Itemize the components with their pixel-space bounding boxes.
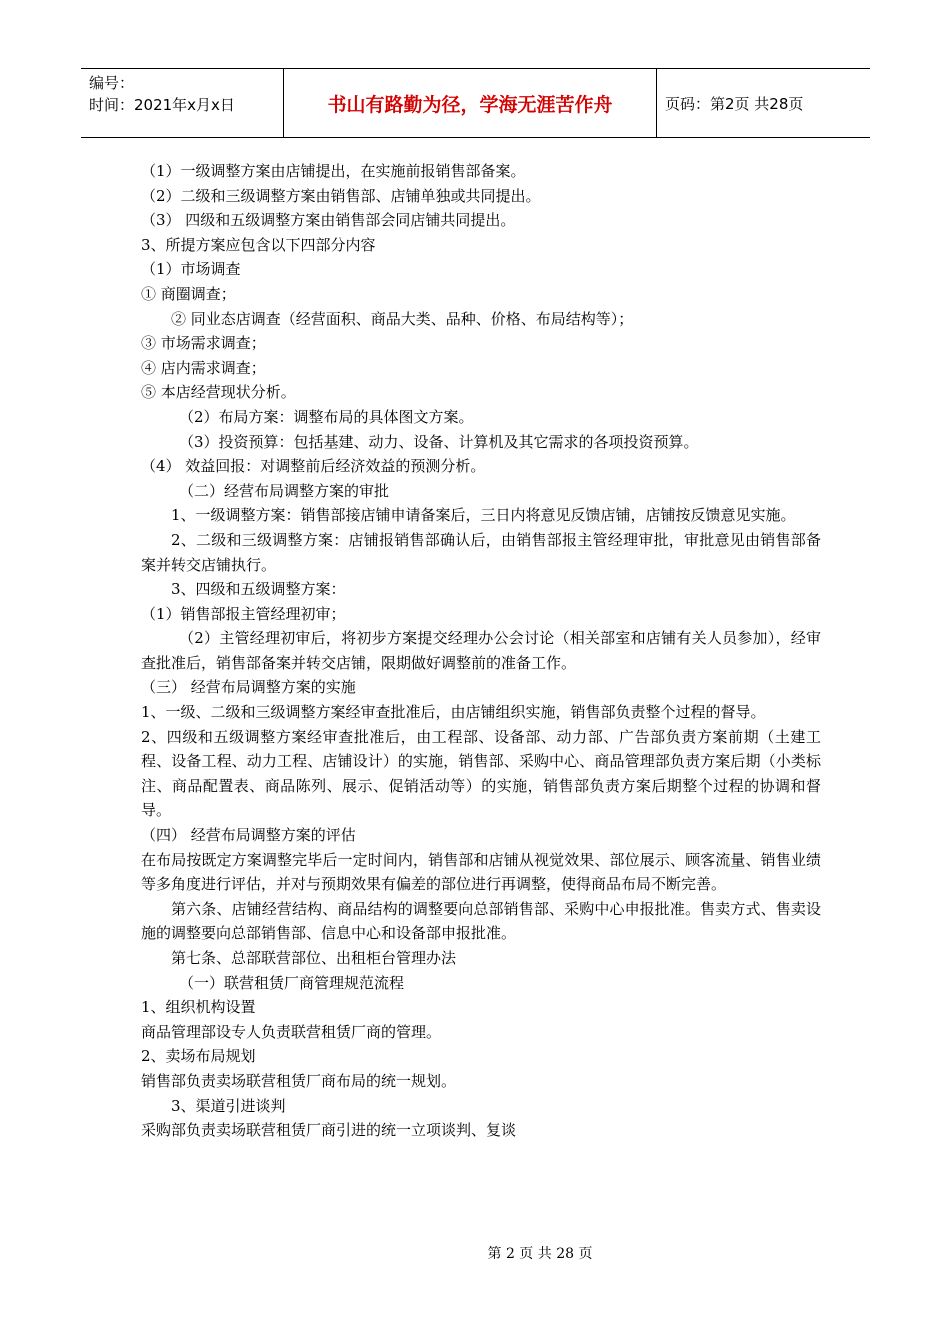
text-line: （3）投资预算：包括基建、动力、设备、计算机及其它需求的各项投资预算。 (179, 432, 699, 451)
text-line: 3、四级和五级调整方案： (171, 580, 346, 599)
text-line: （2）主管经理初审后，将初步方案提交经理办公会讨论（相关部室和店铺有关人员参加），经审查批准后，销售部备案并转交店铺，限期做好调整前的准备工作。 (141, 629, 821, 672)
text-line: （1）销售部报主管经理初审； (141, 604, 346, 623)
text-line: （四） 经营布局调整方案的评估 (141, 826, 356, 845)
text-line: 2、卖场布局规划 (141, 1047, 256, 1066)
text-line: ⑤ 本店经营现状分析。 (141, 383, 296, 402)
text-line: 在布局按既定方案调整完毕后一定时间内，销售部和店铺从视觉效果、部位展示、顾客流量、销售业绩等多角度进行评估，并对与预期效果有偏差的部位进行再调整，使得商品布局不断完善。 (141, 850, 821, 894)
header-page-info: 页码：第2页 共28页 (665, 94, 804, 113)
text-line: 2、四级和五级调整方案经审查批准后，由工程部、设备部、动力部、广告部负责方案前期（土建工程、设备工程、动力工程、店铺设计）的实施，销售部、采购中心、商品管理部负责方案后期（小类标注、商品配置表、商品陈列、展示、促销活动等）的实施，销售部负责方案后期整个过程的协调和督导。 (141, 727, 821, 820)
text-line: （2）二级和三级调整方案由销售部、店铺单独或共同提出。 (141, 186, 541, 205)
text-line: 采购部负责卖场联营租赁厂商引进的统一立项谈判、复谈 (141, 1121, 517, 1140)
text-line: 3、所提方案应包含以下四部分内容 (141, 235, 376, 254)
header-meta (81, 69, 283, 137)
text-line: ① 商圈调查； (141, 284, 236, 303)
text-line: 3、渠道引进谈判 (171, 1096, 286, 1115)
document-number-label: 编号： (89, 74, 135, 92)
text-line: 2、二级和三级调整方案：店铺报销售部确认后，由销售部报主管经理审批，审批意见由销售部备案并转交店铺执行。 (141, 530, 821, 574)
text-line: （二）经营布局调整方案的审批 (179, 481, 390, 500)
text-line: 第七条、总部联营部位、出租柜台管理办法 (171, 949, 457, 967)
text-line: （1）市场调查 (141, 260, 241, 279)
text-line: （3） 四级和五级调整方案由销售部会同店铺共同提出。 (141, 211, 516, 230)
text-line: ③ 市场需求调查； (141, 334, 266, 353)
text-line: （三） 经营布局调整方案的实施 (141, 678, 356, 697)
text-line: 商品管理部设专人负责联营租赁厂商的管理。 (141, 1022, 442, 1041)
header-motto: 书山有路勤为径，学海无涯苦作舟 (283, 69, 657, 137)
text-line: 销售部负责卖场联营租赁厂商布局的统一规划。 (141, 1071, 457, 1090)
document-date: 时间：2021年x月x日 (89, 96, 235, 114)
text-line: ④ 店内需求调查； (141, 358, 266, 377)
document-body (141, 159, 821, 1143)
text-line: （2）布局方案：调整布局的具体图文方案。 (179, 407, 474, 426)
page-footer: 第 2 页 共 28 页 (487, 1246, 593, 1262)
text-line: 1、一级、二级和三级调整方案经审查批准后，由店铺组织实施，销售部负责整个过程的督导。 (141, 703, 766, 722)
text-line: 1、一级调整方案：销售部接店铺申请备案后，三日内将意见反馈店铺，店铺按反馈意见实施。 (171, 506, 796, 525)
text-line: （一）联营租赁厂商管理规范流程 (179, 973, 405, 992)
page-header (81, 68, 870, 138)
text-line: ② 同业态店调查（经营面积、商品大类、品种、价格、布局结构等）； (171, 309, 634, 328)
text-line: （4） 效益回报：对调整前后经济效益的预测分析。 (141, 457, 486, 476)
text-line: （1）一级调整方案由店铺提出，在实施前报销售部备案。 (141, 162, 526, 180)
text-line: 第六条、店铺经营结构、商品结构的调整要向总部销售部、采购中心申报批准。售卖方式、售卖设施的调整要向总部销售部、信息中心和设备部申报批准。 (141, 899, 821, 943)
text-line: 1、组织机构设置 (141, 998, 256, 1017)
